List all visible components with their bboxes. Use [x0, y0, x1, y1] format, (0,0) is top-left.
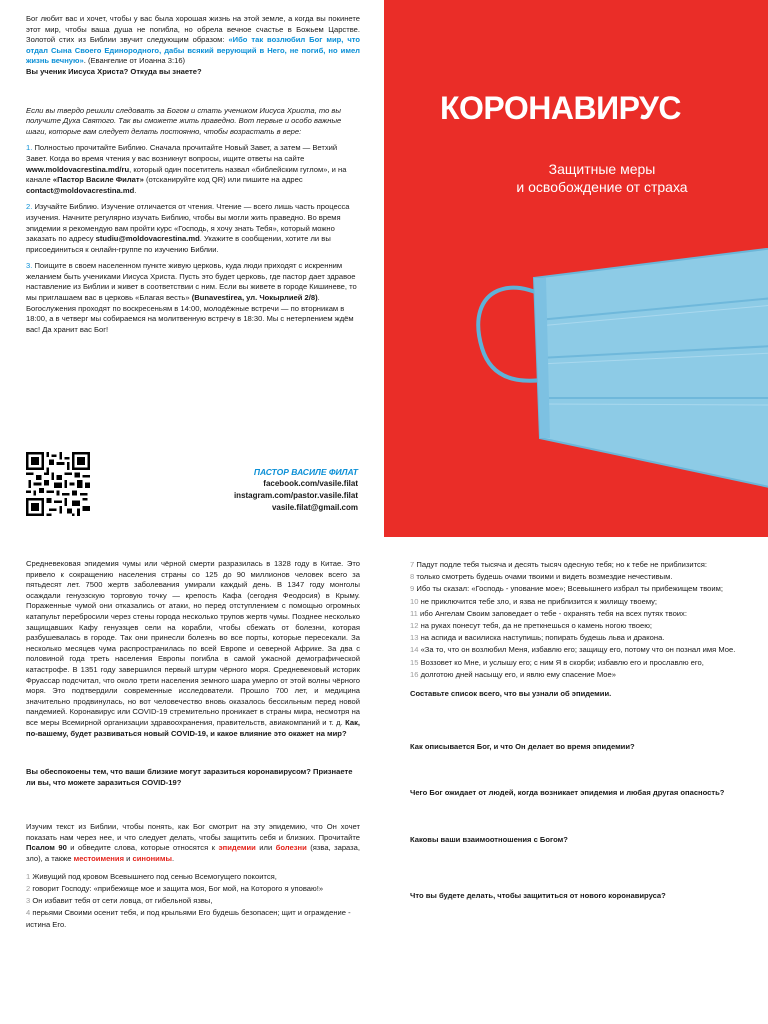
verse [26, 895, 360, 907]
contact-block [234, 466, 358, 514]
word-epidemics: эпидемии [218, 843, 256, 853]
verse [410, 608, 746, 620]
study-email[interactable]: studiu@moldovacrestina.md [95, 234, 200, 244]
verse-number: 11 [410, 608, 418, 618]
step-2-number: 2. [26, 202, 33, 212]
verse [410, 620, 746, 632]
contact-email[interactable]: contact@moldovacrestina.md [26, 185, 135, 195]
worry-question: Вы обеспокоены тем, что ваши близкие могут заразиться коронавирусом? Признаете ли вы, что можете заразиться COVID-19? [26, 767, 353, 787]
verse [410, 669, 746, 681]
verse-number: 13 [410, 633, 419, 643]
verse-text: на руках понесут тебя, да не преткнешься о камень ногою твоею; [420, 621, 652, 631]
facebook-link[interactable]: facebook.com/vasile.filat [263, 479, 358, 488]
instagram-link[interactable]: instagram.com/pastor.vasile.filat [233, 491, 358, 500]
verse-reference: . (Евангелие от Иоанна 3:16) [83, 56, 186, 66]
verse-number: 1 [26, 871, 31, 881]
verse-text: Падут подле тебя тысяча и десять тысяч одесную тебя; но к тебе не приблизится: [416, 560, 708, 569]
step-3 [26, 261, 360, 335]
step-2-text-b: . Укажите в сообщении, хотите ли вы присоединиться к онлайн-группе по изучению Библии. [26, 234, 331, 254]
step-3-text: Поищите в своем населенном пункте живую церковь, куда люди приходят с искренним желанием быть учениками Иисуса Христа. Пусть это будет церковь, где пастор дает здравое наставление из Библии и живет в соответствии с ним. Если вы живете в городе Кишиневе, то мы приглашаем вас в церковь «Благая весть» [26, 261, 357, 303]
verse-text: Он избавит тебя от сети ловца, от гибельной язвы, [32, 896, 213, 906]
study-text-e: и [124, 854, 133, 864]
verse-text: Ибо ты сказал: «Господь - упование мое»; Всевышнего избрал ты прибежищем твоим; [416, 584, 723, 594]
verse-number: 14 [410, 645, 419, 655]
word-synonyms: синонимы [132, 854, 172, 864]
church-address: (Bunavestirea, ул. Чокырлией 2/8) [191, 293, 318, 303]
psalm-ref: Псалом 90 [26, 843, 67, 853]
verse [26, 883, 360, 895]
face-mask-icon [474, 248, 768, 488]
verse [410, 657, 746, 669]
verse-text: говорит Господу: «прибежище мое и защита моя, Бог мой, на Которого я уповаю!» [32, 883, 324, 893]
verse [26, 871, 360, 883]
gmail-link[interactable]: vasile.filat@gmail.com [271, 503, 358, 512]
verse [410, 632, 746, 644]
top-left-panel [0, 0, 384, 537]
question-relationship: Каковы ваши взаимоотношения с Богом? [410, 834, 568, 844]
history-question: Как, по-вашему, будет развиваться новый COVID-19, и какое влияние это окажет на мир? [26, 717, 360, 738]
step-2 [26, 202, 360, 255]
qr-code-icon[interactable] [26, 452, 90, 516]
verse [410, 559, 746, 571]
bottom-left-panel [0, 537, 384, 1024]
study-text-c: или [255, 843, 276, 853]
cover-subtitle [502, 160, 702, 196]
study-text-a: Изучим текст из Библии, чтобы понять, как Бог смотрит на эту эпидемию, что Он хочет показать нам через нее, и что следует делать, чтобы защитить себя и близких. Прочитайте [26, 822, 360, 842]
question-protection: Что вы будете делать, чтобы защититься от нового коронавируса? [410, 891, 666, 901]
step-1-text: Полностью прочитайте Библию. Сначала прочитайте Новый Завет, а затем — Ветхий Завет. Когда во время чтения у вас возникнут вопросы, ищите ответы на сайте [26, 143, 338, 163]
verse-number: 7 [410, 560, 415, 569]
psalm-verses-right [410, 559, 746, 681]
verse-number: 12 [410, 621, 419, 631]
intro-paragraph [26, 14, 360, 67]
psalm-verses-left [26, 871, 360, 932]
subtitle-line-2: и освобождение от страха [516, 179, 688, 195]
intro-text: Бог любит вас и хочет, чтобы у вас была хорошая жизнь на этой земле, а когда вы покинете этот мир, чтобы ваша душа не погибла, но обрела вечное счастье в Божьем Царстве. Золотой стих из Библии звучит следующим образом: [26, 14, 360, 45]
verse-number: 4 [26, 908, 31, 918]
verse [410, 571, 746, 583]
question-list-epidemic: Составьте список всего, что вы узнали об эпидемии. [410, 689, 612, 699]
verse-text: перьями Своими осенит тебя, и под крыльями Его будешь безопасен; щит и ограждение - истина Его. [26, 908, 351, 930]
step-1-text-b: , который один посетитель назвал «библейским гуглом», и на канале [26, 164, 347, 185]
verse [26, 907, 360, 931]
verse-text: долготою дней насыщу его, и явлю ему спасение Мое» [420, 669, 616, 679]
verse-text: Воззовет ко Мне, и услышу его; с ним Я в скорби; избавлю его и прославлю его, [420, 657, 704, 667]
step-1-end: . [134, 185, 137, 195]
cover-title: КОРОНАВИРУС [440, 90, 681, 126]
step-1-text-c: (отсканируйте код QR) или пишите на адрес [143, 175, 303, 185]
golden-verse: «Ибо так возлюбил Бог мир, что отдал Сына Своего Единородного, дабы всякий верующий в Него, не погиб, но имел жизнь вечную» [26, 35, 360, 66]
website-link[interactable]: www.moldovacrestina.md/ru [26, 164, 130, 174]
verse-number: 16 [410, 669, 419, 679]
bottom-right-panel [384, 537, 768, 1024]
study-text-f: . [171, 854, 175, 864]
pastor-name: ПАСТОР ВАСИЛЕ ФИЛАТ [253, 467, 358, 477]
cover-panel [384, 0, 768, 537]
step-3-number: 3. [26, 261, 33, 271]
step-2-text: Изучайте Библию. Изучение отличается от чтения. Чтение — всего лишь часть процесса изучения. Начните регулярно изучать Библию, чтобы вы могли жить праведно. Во время эпидемии я рекомендую вам пройти курс «Господь, я хочу знать Тебя», который можно заказать по адресу [26, 202, 350, 244]
question-god-description: Как описывается Бог, и что Он делает во время эпидемии? [410, 741, 635, 751]
step-3-text-b: . Богослужения проходят по воскресеньям в 14:00, молодёжные встречи — по вторникам в 18:00, а в четверг мы собираемся на молитвенную встречу в 18:30. Мы с нетерпением ждём вас! Да хранит вас Бог! [26, 293, 354, 334]
word-pronouns: местоимения [73, 854, 124, 864]
verse-number: 8 [410, 572, 415, 582]
step-1 [26, 143, 360, 196]
question-god-expectation: Чего Бог ожидает от людей, когда возникает эпидемия и любая другая опасность? [410, 788, 725, 798]
steps-intro: Если вы твердо решили следовать за Богом и стать учеником Иисуса Христа, то вы получите Духа Святого. Так вы сможете жить праведно. Вот первые и особо важные шаги, которые вам следует делать постоянно, чтобы возрастать в вере: [26, 105, 342, 136]
intro-question: Вы ученик Иисуса Христа? Откуда вы знаете? [26, 66, 202, 76]
verse-text: не приключится тебе зло, и язва не приблизится к жилищу твоему; [420, 596, 658, 606]
word-illness: болезни [275, 843, 307, 853]
verse-number: 2 [26, 883, 31, 893]
verse-number: 15 [410, 657, 419, 667]
history-text: Средневековая эпидемия чумы или чёрной смерти разразилась в 1328 году в Китае. Это привело к сокращению населения страны со 125 до 90 миллионов человек всего за пятьдесят лет. 7500 жертв заболевания умирали каждый день. В 1347 году монголы осаждали генуэзскую торговую точку — крепость Кафа (сегодня Феодосия) в Крыму. Пораженные чумой они отказались от атаки, но перед отступлением с помощью огромных катапульт перебросили через стены города несколько трупов жертв чумы. Позднее несколько защищавших Кафу генуэзцев сели на корабли, чтобы сбежать от болезни, которая разбушевалась в городе. Так они принесли болезнь во все порты, которые пересекали. За несколько месяцев чума распространилась по всей Европе и северной Африке. За два с половиной года треть населения Европы погибла в самой ужасной демографической катастрофе. В 1351 году завершился первый штурм чёрного моря. Средневековый историк Фруассар подсчитал, что около трети населения земного шара умерло от этой волны чёрного моря. Это подтвердили современные исследователи. Прошло 700 лет, и медицина значительно продвинулась, но вот человечество вновь оказалось бессильным перед новой пандемией. Коронавирус или COVID-19 стремительно проникает в страны мира, несмотря на все меры Всемирной организации здравоохранения, правительств, авиакомпаний и т. д. [26, 559, 360, 727]
study-text-d: (язва, зараза, зло), а также [26, 843, 360, 864]
step-1-number: 1. [26, 143, 33, 153]
verse-text: ибо Ангелам Своим заповедает о тебе - охранять тебя на всех путях твоих: [420, 608, 687, 618]
plague-history [26, 559, 360, 739]
verse [410, 644, 746, 656]
verse [410, 596, 746, 608]
verse [410, 583, 746, 595]
study-text-b: и обведите слова, которые относятся к [66, 843, 219, 853]
verse-text: «За то, что он возлюбил Меня, избавлю его; защищу его, потому что он познал имя Мое. [420, 645, 736, 655]
verse-number: 9 [410, 584, 415, 594]
verse-number: 10 [410, 596, 419, 606]
subtitle-line-1: Защитные меры [548, 161, 656, 177]
verse-text: на аспида и василиска наступишь; попирать будешь льва и дракона. [420, 633, 665, 643]
verse-number: 3 [26, 896, 31, 906]
study-instructions [26, 822, 360, 864]
verse-text: Живущий под кровом Всевышнего под сенью Всемогущего покоится, [32, 871, 277, 881]
channel-name: «Пастор Василе Филат» [52, 175, 144, 185]
verse-text: только смотреть будешь очами твоими и видеть возмездие нечестивым. [416, 572, 673, 582]
